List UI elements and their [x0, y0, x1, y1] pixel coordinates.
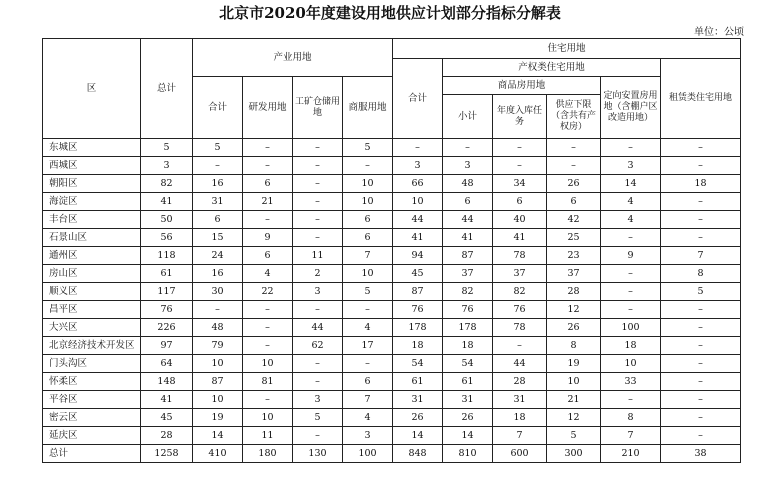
table-row [43, 157, 741, 175]
value-cell: – [293, 229, 343, 247]
value-cell: 38 [661, 445, 741, 463]
value-cell: 78 [493, 247, 547, 265]
value-cell: 180 [243, 445, 293, 463]
district-cell: 怀柔区 [43, 373, 141, 391]
value-cell: 9 [243, 229, 293, 247]
value-cell: 21 [547, 391, 601, 409]
value-cell: 50 [141, 211, 193, 229]
value-cell: 10 [193, 355, 243, 373]
value-cell: 82 [443, 283, 493, 301]
value-cell: – [493, 337, 547, 355]
value-cell: 18 [661, 175, 741, 193]
value-cell: – [293, 139, 343, 157]
header-ind-total: 合计 [193, 77, 243, 139]
value-cell: 5 [547, 427, 601, 445]
value-cell: 10 [601, 355, 661, 373]
value-cell: 41 [141, 193, 193, 211]
table-row [43, 247, 741, 265]
value-cell: 76 [141, 301, 193, 319]
value-cell: 28 [141, 427, 193, 445]
value-cell: 178 [393, 319, 443, 337]
table-row [43, 229, 741, 247]
value-cell: 79 [193, 337, 243, 355]
table-row [43, 211, 741, 229]
value-cell: 48 [193, 319, 243, 337]
value-cell: 410 [193, 445, 243, 463]
table-row [43, 391, 741, 409]
value-cell: 61 [141, 265, 193, 283]
value-cell: 10 [547, 373, 601, 391]
header-industrial-storage: 工矿仓储用地 [293, 77, 343, 139]
value-cell: 6 [493, 193, 547, 211]
value-cell: 56 [141, 229, 193, 247]
value-cell: 94 [393, 247, 443, 265]
table-row [43, 175, 741, 193]
value-cell: 14 [443, 427, 493, 445]
value-cell: 8 [601, 409, 661, 427]
value-cell: 33 [601, 373, 661, 391]
value-cell: 4 [243, 265, 293, 283]
value-cell: 5 [343, 139, 393, 157]
value-cell: 10 [243, 409, 293, 427]
value-cell: 10 [393, 193, 443, 211]
value-cell: 6 [343, 211, 393, 229]
header-annual-task: 年度入库任务 [493, 95, 547, 139]
value-cell: – [661, 157, 741, 175]
value-cell: – [661, 355, 741, 373]
value-cell: – [293, 211, 343, 229]
table-row [43, 373, 741, 391]
value-cell: – [243, 319, 293, 337]
value-cell: – [393, 139, 443, 157]
value-cell: 100 [601, 319, 661, 337]
value-cell: – [293, 373, 343, 391]
district-cell: 西城区 [43, 157, 141, 175]
district-cell: 大兴区 [43, 319, 141, 337]
header-rental: 租赁类住宅用地 [661, 59, 741, 139]
table-title: 北京市2020年度建设用地供应计划部分指标分解表 [219, 4, 561, 22]
value-cell: 26 [443, 409, 493, 427]
value-cell: 18 [393, 337, 443, 355]
value-cell: 6 [343, 229, 393, 247]
value-cell: – [293, 427, 343, 445]
value-cell: – [661, 139, 741, 157]
value-cell: 87 [193, 373, 243, 391]
value-cell: – [661, 391, 741, 409]
value-cell: 14 [393, 427, 443, 445]
value-cell: 54 [443, 355, 493, 373]
value-cell: 97 [141, 337, 193, 355]
value-cell: 5 [141, 139, 193, 157]
value-cell: – [493, 139, 547, 157]
value-cell: 7 [661, 247, 741, 265]
value-cell: 100 [343, 445, 393, 463]
value-cell: – [343, 301, 393, 319]
value-cell: – [547, 139, 601, 157]
district-cell: 丰台区 [43, 211, 141, 229]
value-cell: – [661, 193, 741, 211]
value-cell: 10 [243, 355, 293, 373]
value-cell: 87 [393, 283, 443, 301]
value-cell: 18 [493, 409, 547, 427]
district-cell: 总计 [43, 445, 141, 463]
header-rd: 研发用地 [243, 77, 293, 139]
value-cell: – [243, 157, 293, 175]
value-cell: – [661, 301, 741, 319]
value-cell: 54 [393, 355, 443, 373]
value-cell: – [293, 157, 343, 175]
value-cell: 25 [547, 229, 601, 247]
value-cell: – [661, 427, 741, 445]
value-cell: 82 [493, 283, 547, 301]
header-resettlement: 定向安置房用地（含棚户区改造用地） [601, 77, 661, 139]
value-cell: 6 [343, 373, 393, 391]
value-cell: – [601, 265, 661, 283]
value-cell: 3 [293, 391, 343, 409]
value-cell: 17 [343, 337, 393, 355]
value-cell: 61 [443, 373, 493, 391]
value-cell: 10 [193, 391, 243, 409]
value-cell: 8 [547, 337, 601, 355]
value-cell: 37 [547, 265, 601, 283]
value-cell: 7 [493, 427, 547, 445]
header-total: 总计 [141, 39, 193, 139]
header-res-total: 合计 [393, 59, 443, 139]
value-cell: 3 [141, 157, 193, 175]
value-cell: 26 [547, 175, 601, 193]
header-commodity: 商品房用地 [443, 77, 601, 95]
value-cell: – [661, 409, 741, 427]
table-row [43, 409, 741, 427]
value-cell: 4 [343, 409, 393, 427]
value-cell: 2 [293, 265, 343, 283]
value-cell: 76 [443, 301, 493, 319]
value-cell: – [193, 157, 243, 175]
value-cell: 4 [601, 193, 661, 211]
value-cell: 8 [661, 265, 741, 283]
value-cell: 3 [443, 157, 493, 175]
value-cell: – [293, 193, 343, 211]
value-cell: 64 [141, 355, 193, 373]
value-cell: 37 [443, 265, 493, 283]
value-cell: 600 [493, 445, 547, 463]
district-cell: 东城区 [43, 139, 141, 157]
value-cell: 31 [393, 391, 443, 409]
value-cell: 76 [493, 301, 547, 319]
value-cell: 31 [193, 193, 243, 211]
value-cell: 19 [547, 355, 601, 373]
value-cell: 6 [443, 193, 493, 211]
value-cell: – [601, 391, 661, 409]
district-cell: 海淀区 [43, 193, 141, 211]
value-cell: – [343, 355, 393, 373]
value-cell: 78 [493, 319, 547, 337]
value-cell: – [601, 283, 661, 301]
value-cell: 44 [393, 211, 443, 229]
value-cell: – [343, 157, 393, 175]
value-cell: – [293, 175, 343, 193]
value-cell: 5 [661, 283, 741, 301]
value-cell: – [293, 355, 343, 373]
value-cell: – [601, 301, 661, 319]
value-cell: 31 [493, 391, 547, 409]
value-cell: – [661, 319, 741, 337]
value-cell: 37 [493, 265, 547, 283]
value-cell: 41 [393, 229, 443, 247]
value-cell: 87 [443, 247, 493, 265]
value-cell: 12 [547, 409, 601, 427]
value-cell: 44 [493, 355, 547, 373]
table-row [43, 337, 741, 355]
header-subtotal: 小计 [443, 95, 493, 139]
value-cell: 5 [193, 139, 243, 157]
value-cell: 66 [393, 175, 443, 193]
value-cell: – [493, 157, 547, 175]
value-cell: 5 [343, 283, 393, 301]
value-cell: 15 [193, 229, 243, 247]
value-cell: 7 [343, 247, 393, 265]
value-cell: 76 [393, 301, 443, 319]
value-cell: 21 [243, 193, 293, 211]
table-row [43, 301, 741, 319]
district-cell: 昌平区 [43, 301, 141, 319]
value-cell: 11 [243, 427, 293, 445]
value-cell: 44 [443, 211, 493, 229]
value-cell: 82 [141, 175, 193, 193]
value-cell: 117 [141, 283, 193, 301]
value-cell: 3 [343, 427, 393, 445]
district-cell: 北京经济技术开发区 [43, 337, 141, 355]
value-cell: 10 [343, 265, 393, 283]
header-commercial: 商服用地 [343, 77, 393, 139]
value-cell: – [193, 301, 243, 319]
value-cell: 40 [493, 211, 547, 229]
table-row [43, 445, 741, 463]
value-cell: 14 [601, 175, 661, 193]
unit-label: 单位：公顷 [694, 27, 744, 38]
value-cell: 226 [141, 319, 193, 337]
value-cell: – [243, 211, 293, 229]
district-cell: 顺义区 [43, 283, 141, 301]
value-cell: 34 [493, 175, 547, 193]
value-cell: – [443, 139, 493, 157]
value-cell: – [547, 157, 601, 175]
value-cell: 848 [393, 445, 443, 463]
value-cell: 41 [141, 391, 193, 409]
value-cell: 26 [393, 409, 443, 427]
value-cell: 31 [443, 391, 493, 409]
value-cell: 45 [393, 265, 443, 283]
value-cell: – [601, 229, 661, 247]
value-cell: 9 [601, 247, 661, 265]
district-cell: 平谷区 [43, 391, 141, 409]
value-cell: 16 [193, 175, 243, 193]
value-cell: – [601, 139, 661, 157]
value-cell: 26 [547, 319, 601, 337]
value-cell: 16 [193, 265, 243, 283]
district-cell: 朝阳区 [43, 175, 141, 193]
value-cell: 7 [343, 391, 393, 409]
value-cell: 3 [293, 283, 343, 301]
value-cell: 10 [343, 175, 393, 193]
value-cell: 810 [443, 445, 493, 463]
value-cell: 81 [243, 373, 293, 391]
value-cell: 48 [443, 175, 493, 193]
header-industrial: 产业用地 [193, 39, 393, 77]
value-cell: 28 [493, 373, 547, 391]
table-row [43, 265, 741, 283]
value-cell: 45 [141, 409, 193, 427]
table-row [43, 139, 741, 157]
value-cell: – [243, 337, 293, 355]
value-cell: 5 [293, 409, 343, 427]
value-cell: 6 [547, 193, 601, 211]
value-cell: – [243, 301, 293, 319]
value-cell: 44 [293, 319, 343, 337]
value-cell: 10 [343, 193, 393, 211]
district-cell: 门头沟区 [43, 355, 141, 373]
district-cell: 通州区 [43, 247, 141, 265]
header-residential: 住宅用地 [393, 39, 741, 59]
table-row [43, 283, 741, 301]
value-cell: 22 [243, 283, 293, 301]
value-cell: 1258 [141, 445, 193, 463]
value-cell: 118 [141, 247, 193, 265]
value-cell: 23 [547, 247, 601, 265]
value-cell: 14 [193, 427, 243, 445]
value-cell: – [661, 229, 741, 247]
value-cell: 148 [141, 373, 193, 391]
value-cell: 6 [193, 211, 243, 229]
district-cell: 密云区 [43, 409, 141, 427]
table-row [43, 193, 741, 211]
value-cell: 28 [547, 283, 601, 301]
value-cell: 41 [493, 229, 547, 247]
value-cell: 7 [601, 427, 661, 445]
value-cell: 18 [601, 337, 661, 355]
value-cell: 300 [547, 445, 601, 463]
value-cell: 6 [243, 247, 293, 265]
value-cell: 4 [343, 319, 393, 337]
value-cell: – [243, 391, 293, 409]
value-cell: 3 [393, 157, 443, 175]
value-cell: – [661, 337, 741, 355]
district-cell: 房山区 [43, 265, 141, 283]
value-cell: 24 [193, 247, 243, 265]
value-cell: 42 [547, 211, 601, 229]
table-row [43, 355, 741, 373]
value-cell: 11 [293, 247, 343, 265]
value-cell: 41 [443, 229, 493, 247]
table-row [43, 319, 741, 337]
land-supply-table [42, 38, 741, 463]
value-cell: – [661, 211, 741, 229]
value-cell: 6 [243, 175, 293, 193]
value-cell: 62 [293, 337, 343, 355]
header-district: 区 [43, 39, 141, 139]
value-cell: 178 [443, 319, 493, 337]
value-cell: 210 [601, 445, 661, 463]
district-cell: 石景山区 [43, 229, 141, 247]
value-cell: 12 [547, 301, 601, 319]
header-supply-limit: 供应下限（含共有产权房） [547, 95, 601, 139]
value-cell: 61 [393, 373, 443, 391]
district-cell: 延庆区 [43, 427, 141, 445]
value-cell: – [243, 139, 293, 157]
value-cell: 4 [601, 211, 661, 229]
value-cell: 3 [601, 157, 661, 175]
header-property: 产权类住宅用地 [443, 59, 661, 77]
value-cell: – [661, 373, 741, 391]
value-cell: 19 [193, 409, 243, 427]
value-cell: – [293, 301, 343, 319]
table-row [43, 427, 741, 445]
value-cell: 18 [443, 337, 493, 355]
value-cell: 130 [293, 445, 343, 463]
value-cell: 30 [193, 283, 243, 301]
